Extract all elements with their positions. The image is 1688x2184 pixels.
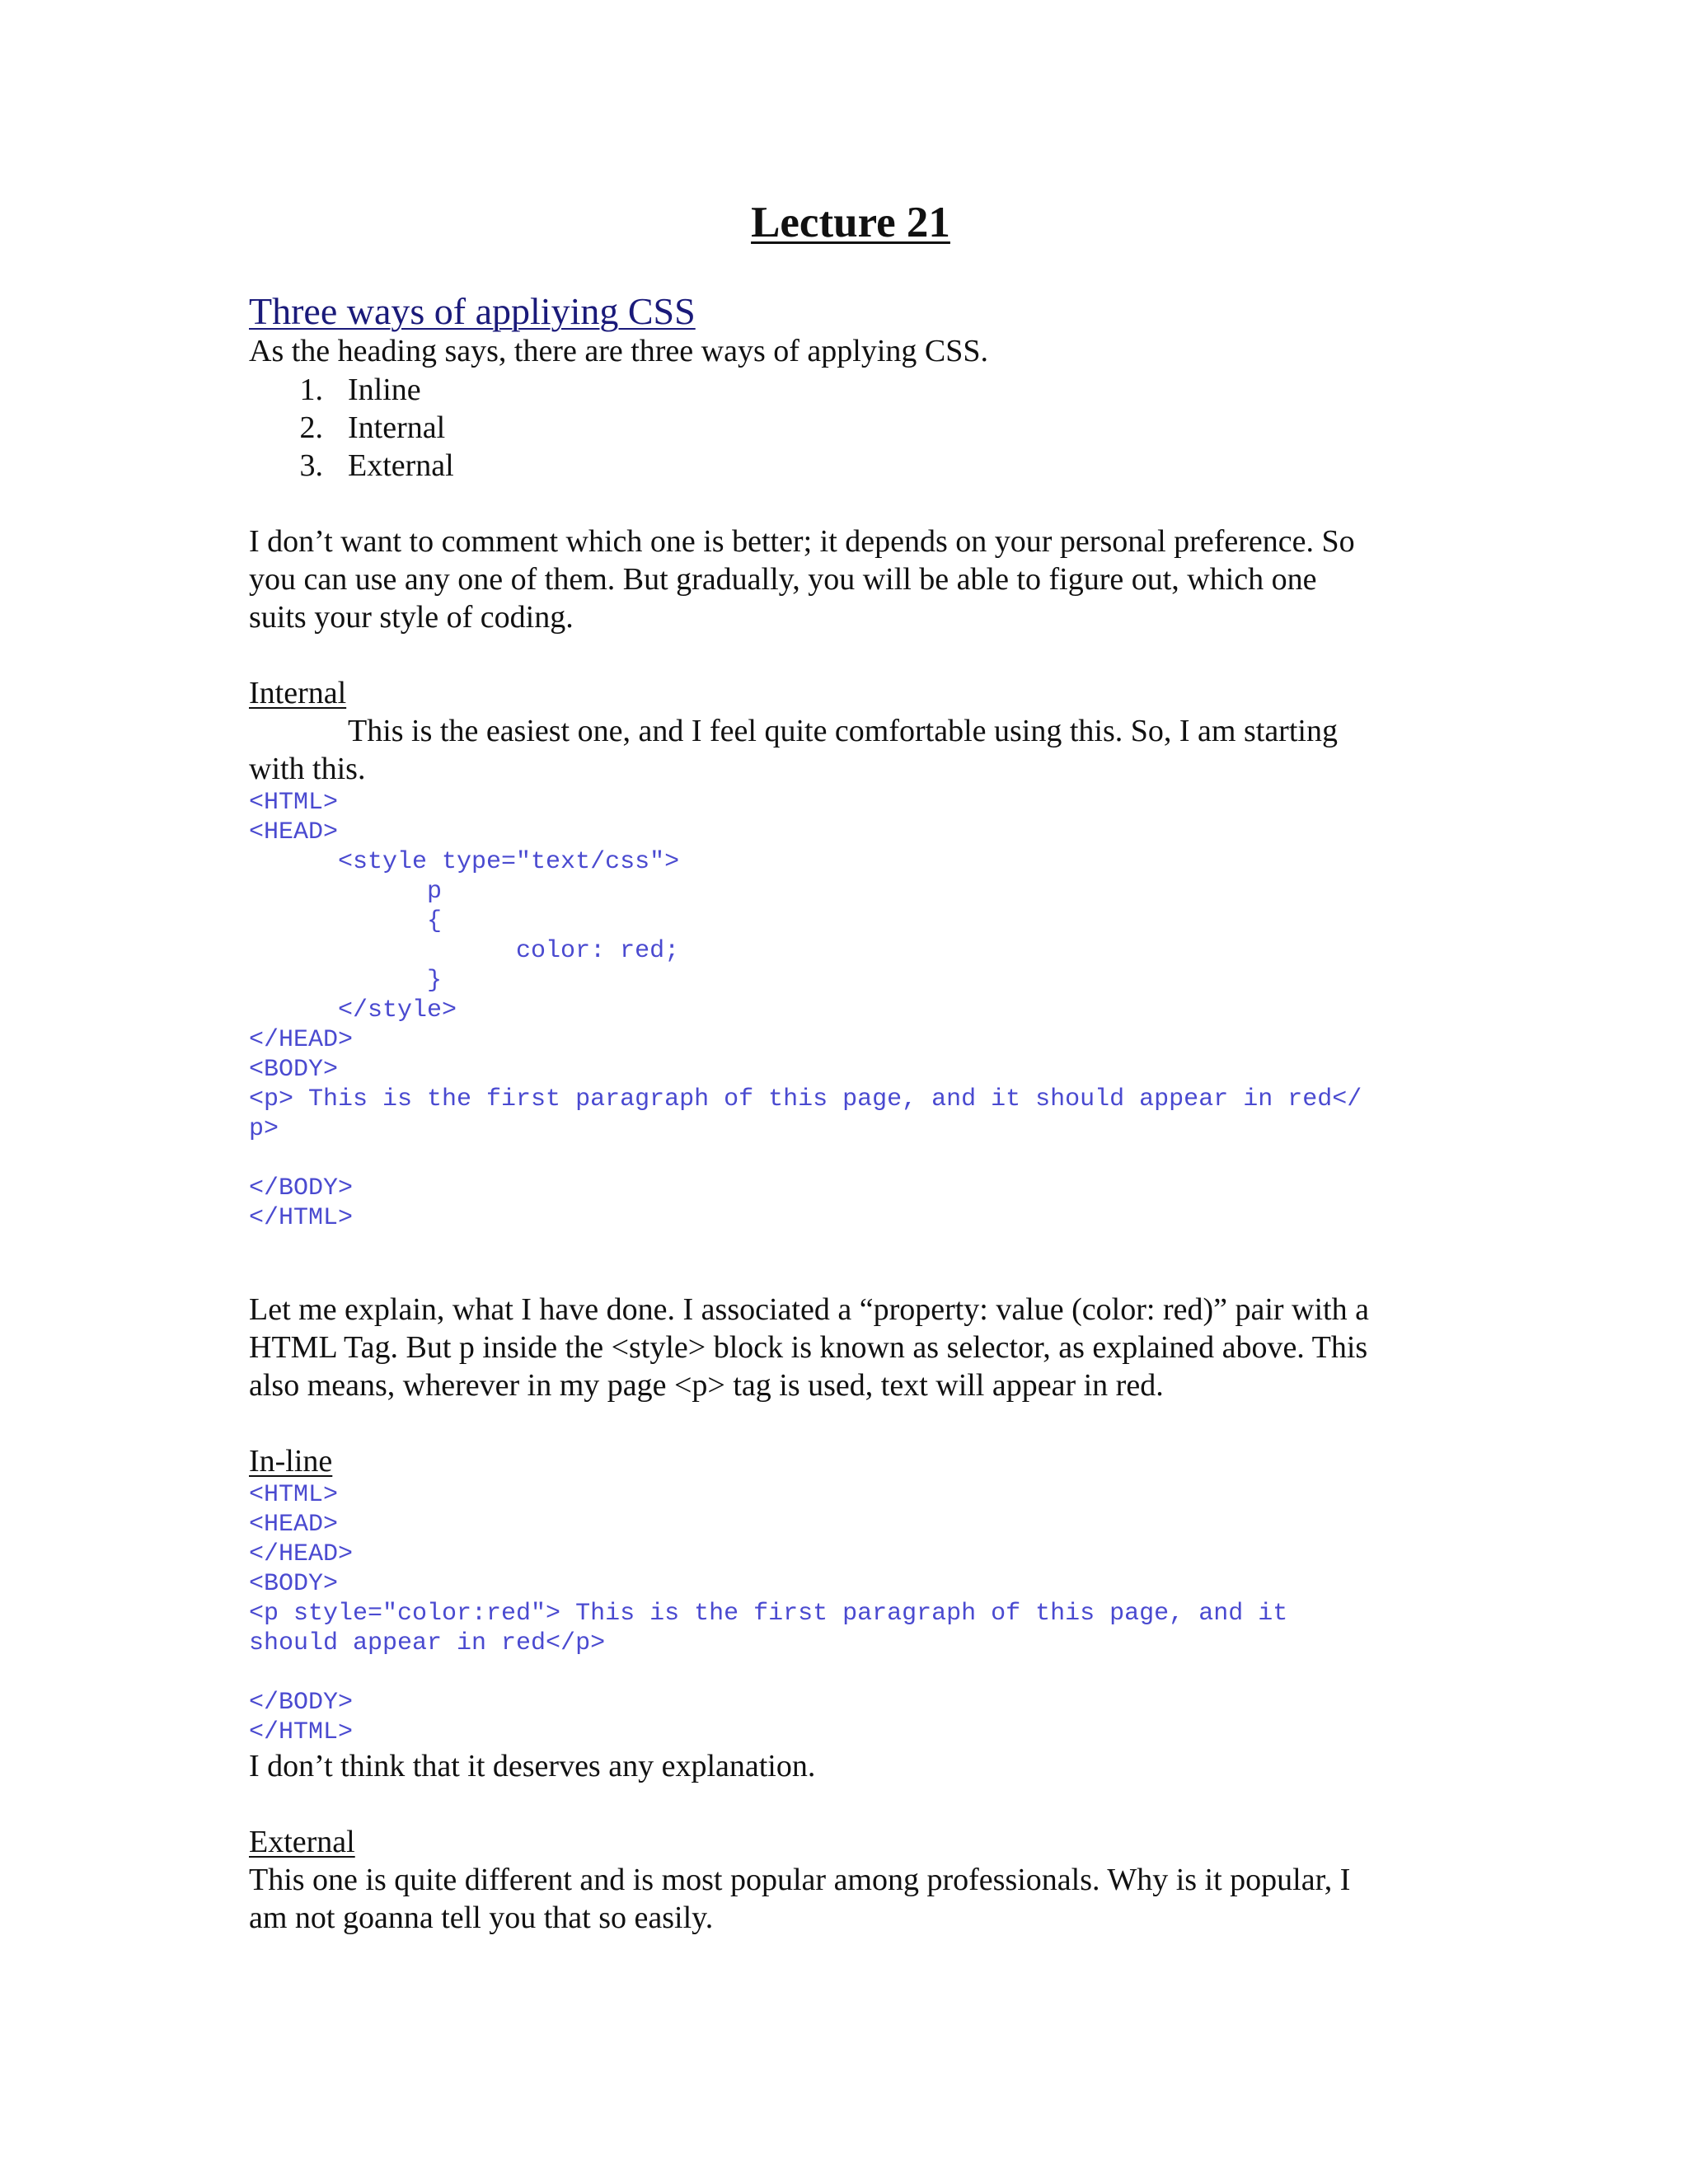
paragraph-line: suits your style of coding. xyxy=(249,600,574,635)
list-number: 3. xyxy=(299,448,323,483)
paragraph-line: HTML Tag. But p inside the <style> block is known as selector, as explained above. This xyxy=(249,1330,1368,1365)
inline-heading: In-line xyxy=(249,1444,333,1479)
paragraph-line: This one is quite different and is most popular among professionals. Why is it popular, I xyxy=(249,1863,1351,1897)
list-label: Inline xyxy=(348,373,421,407)
paragraph-line: am not goanna tell you that so easily. xyxy=(249,1900,714,1935)
list-label: Internal xyxy=(348,410,446,445)
list-item xyxy=(249,447,454,485)
internal-intro-line: This is the easiest one, and I feel quite comfortable using this. So, I am starting xyxy=(348,714,1338,748)
opinion-paragraph xyxy=(249,523,1355,636)
internal-heading: Internal xyxy=(249,676,347,710)
list-item xyxy=(249,409,454,447)
paragraph-line: Let me explain, what I have done. I associated a “property: value (color: red)” pair with a xyxy=(249,1292,1369,1327)
paragraph-line: you can use any one of them. But gradually, you will be able to figure out, which one xyxy=(249,562,1317,597)
section-heading: Three ways of appliying CSS xyxy=(249,290,696,332)
internal-intro xyxy=(249,712,1338,788)
list-item xyxy=(249,371,454,409)
list-number: 1. xyxy=(299,373,323,407)
list-label: External xyxy=(348,448,454,483)
intro-text: As the heading says, there are three ways of applying CSS. xyxy=(249,334,989,368)
explanation-paragraph xyxy=(249,1291,1369,1404)
paragraph-line: also means, wherever in my page <p> tag is used, text will appear in red. xyxy=(249,1368,1164,1403)
paragraph-line: I don’t want to comment which one is better; it depends on your personal preference. So xyxy=(249,524,1355,559)
internal-code-block: <HTML> <HEAD> <style type="text/css"> p { color: red; } </style> </HEAD> <BODY> <p> This is the first paragraph of this page, and it should appear in red</ p> </BODY> </HTML> xyxy=(249,789,1362,1232)
list-number: 2. xyxy=(299,410,323,445)
page-title: Lecture 21 xyxy=(751,199,950,246)
external-paragraph xyxy=(249,1861,1350,1937)
ways-list xyxy=(249,371,454,485)
internal-intro-line: with this. xyxy=(249,752,366,786)
inline-comment: I don’t think that it deserves any explanation. xyxy=(249,1749,816,1783)
inline-code-block: <HTML> <HEAD> </HEAD> <BODY> <p style="color:red"> This is the first paragraph of this page, and it should appear in red</p> </BODY> </HTML> xyxy=(249,1481,1288,1746)
external-heading: External xyxy=(249,1825,355,1859)
